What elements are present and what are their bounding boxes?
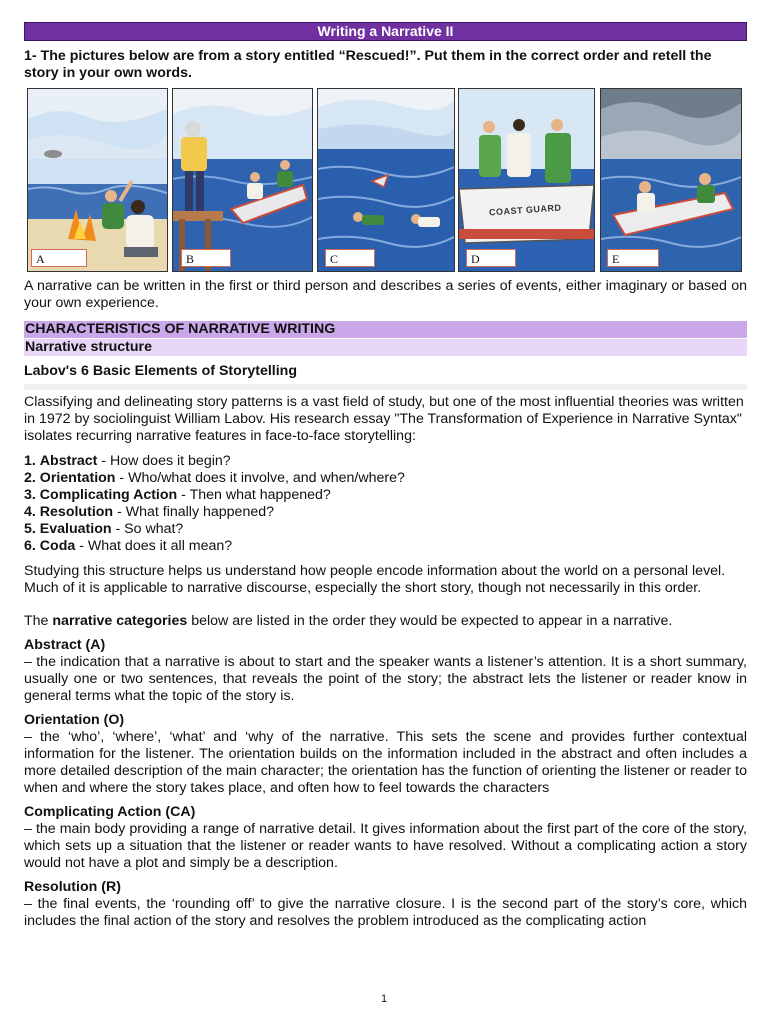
category-title: Resolution (R) <box>24 879 121 895</box>
picture-c-label: C <box>325 249 375 267</box>
categories-intro <box>24 613 747 630</box>
category-text: – the final events, the ‘rounding off’ to give the narrative closure. I is the second part of the story’s core, which includes the final action of the story and resolves the problem introduced as the complicating action <box>24 896 747 929</box>
categories-intro-bold: narrative categories <box>52 613 188 629</box>
picture-d-label: D <box>466 249 516 267</box>
categories-intro-before: The <box>24 613 53 629</box>
element-name: Abstract <box>39 453 98 469</box>
element-number: 4. <box>24 504 36 520</box>
element-name: Coda <box>39 538 76 554</box>
narrative-definition: A narrative can be written in the first or third person and describes a series of events, either imaginary or based on your own experience. <box>24 278 747 311</box>
element-item <box>24 521 747 538</box>
category-title: Abstract (A) <box>24 637 106 653</box>
element-desc: - What does it all mean? <box>75 538 233 554</box>
element-item <box>24 453 747 470</box>
element-desc: - What finally happened? <box>113 504 275 520</box>
picture-a-illustration <box>28 89 167 271</box>
task-instruction: 1- The pictures below are from a story entitled “Rescued!”. Put them in the correct order and retell the story in your own words. <box>24 48 712 81</box>
element-number: 1. <box>24 453 36 469</box>
category-title: Orientation (O) <box>24 712 125 728</box>
picture-c <box>317 88 455 272</box>
picture-d-illustration <box>459 89 594 271</box>
section-heading: CHARACTERISTICS OF NARRATIVE WRITING <box>24 321 747 338</box>
elements-list <box>24 453 747 555</box>
study-paragraph: Studying this structure helps us understand how people encode information about the world on a personal level. Much of it is applicable to narrative discourse, especially the short story, though not necessarily in this order. <box>24 563 726 596</box>
element-name: Resolution <box>39 504 114 520</box>
element-name: Complicating Action <box>39 487 178 503</box>
category-text: – the main body providing a range of narrative detail. It gives information about the first part of the core of the story, which sets up a situation that the listener or reader wants to have resolved. Without a complicating action a story would not have a plot and simply be a description. <box>24 821 747 871</box>
labov-heading: Labov's 6 Basic Elements of Storytelling <box>24 363 298 379</box>
picture-e-label: E <box>607 249 659 267</box>
element-item <box>24 487 747 504</box>
picture-c-illustration <box>318 89 454 271</box>
document-page <box>24 22 747 930</box>
picture-a-label: A <box>31 249 87 267</box>
element-desc: - Who/what does it involve, and when/where? <box>115 470 405 486</box>
element-item <box>24 538 747 555</box>
picture-b-label: B <box>181 249 231 267</box>
category-title: Complicating Action (CA) <box>24 804 196 820</box>
picture-e <box>600 88 742 272</box>
heading-divider <box>24 384 747 390</box>
element-number: 5. <box>24 521 36 537</box>
element-desc: - How does it begin? <box>97 453 231 469</box>
element-number: 2. <box>24 470 36 486</box>
category-text: – the indication that a narrative is about to start and the speaker wants a listener’s attention. It is a short summary, usually one or two sentences, that reveals the point of the story; the abstract lets the listener or reader know in general terms what the topic of the story is. <box>24 654 747 704</box>
element-name: Orientation <box>39 470 116 486</box>
picture-d <box>458 88 595 272</box>
element-number: 3. <box>24 487 36 503</box>
page-title: Writing a Narrative II <box>24 22 747 41</box>
picture-strip <box>24 88 747 272</box>
picture-a <box>27 88 168 272</box>
element-desc: - Then what happened? <box>177 487 331 503</box>
picture-b <box>172 88 313 272</box>
element-item <box>24 470 747 487</box>
element-item <box>24 504 747 521</box>
picture-e-illustration <box>601 89 741 271</box>
element-number: 6. <box>24 538 36 554</box>
category-text: – the ‘who’, ‘where’, ‘what’ and ‘why of the narrative. This sets the scene and provides further contextual information for the listener. The orientation builds on the information included in the abstract and often includes a more detailed description of the main character; the orientation has the function of orienting the listener or reader to when and where the story takes place, and often how to feel towards the characters <box>24 729 747 796</box>
page-number: 1 <box>380 993 388 1005</box>
coast-guard-text: COAST GUARD <box>488 202 562 218</box>
labov-intro: Classifying and delineating story patterns is a vast field of study, but one of the most influential theories was written in 1972 by sociolinguist William Labov. His research essay "The Transformation of Experience in Narrative Syntax" isolates recurring narrative features in face-to-face storytelling: <box>24 394 744 444</box>
element-name: Evaluation <box>39 521 112 537</box>
categories-intro-after: below are listed in the order they would be expected to appear in a narrative. <box>187 613 673 629</box>
picture-b-illustration <box>173 89 312 271</box>
section-subheading: Narrative structure <box>24 339 747 356</box>
element-desc: - So what? <box>111 521 184 537</box>
